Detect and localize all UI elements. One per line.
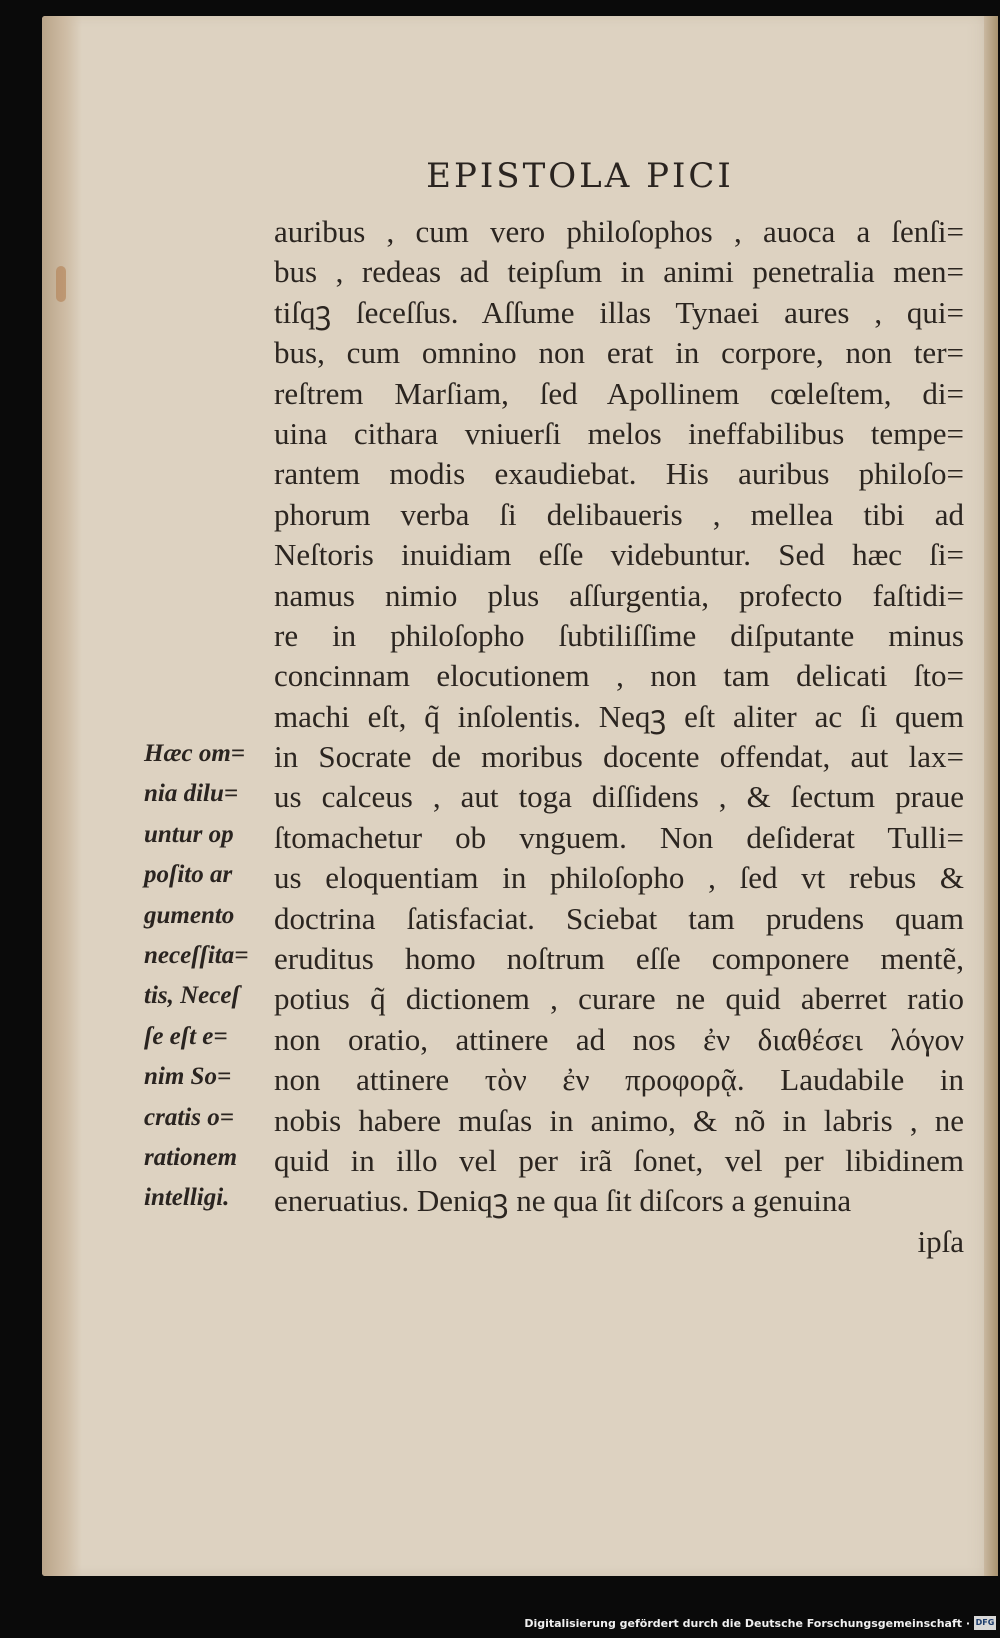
- page-edge: [984, 16, 998, 1576]
- text-line: auribus , cum vero philoſophos , auoca a ſenſi=: [274, 214, 964, 249]
- marginal-note-line: neceſſita=: [144, 941, 249, 969]
- text-line: bus , redeas ad teipſum in animi penetralia men=: [274, 254, 964, 290]
- marginal-note-line: gumento: [144, 901, 235, 929]
- catchword: ipſa: [917, 1223, 964, 1259]
- marginal-note-line: untur op: [144, 820, 234, 848]
- credit-text: Digitalisierung gefördert durch die Deutsche Forschungsgemeinschaft ·: [524, 1616, 970, 1630]
- text-line: namus nimio plus aſſurgentia, profecto faſtidi=: [274, 577, 964, 613]
- text-line: eruditus homo noſtrum eſſe componere mentẽ,: [274, 941, 964, 977]
- text-line: Neſtoris inuidiam eſſe videbuntur. Sed hæc ſi=: [274, 537, 964, 573]
- marginal-note-line: poſito ar: [144, 861, 233, 889]
- text-line: non attinere τὸν ἐν προφορᾷ. Laudabile in: [274, 1062, 964, 1098]
- text-line: in Socrate de moribus docente offendat, aut lax=: [274, 739, 964, 775]
- text-line: us calceus , aut toga diſſidens , & ſectum praue: [274, 779, 964, 815]
- book-page: [42, 16, 998, 1576]
- text-line: reſtrem Marſiam, ſed Apollinem cœleſtem, di=: [274, 375, 964, 411]
- page-gutter-shadow: [42, 16, 82, 1576]
- marginal-note-line: Hæc om=: [144, 740, 246, 767]
- page-stain: [56, 266, 66, 302]
- text-line: machi eſt, q̃ inſolentis. Neqꝫ eſt aliter ac ſi quem: [274, 698, 964, 734]
- text-line: uina cithara vniuerſi melos ineffabilibus tempe=: [274, 415, 964, 451]
- text-line: us eloquentiam in philoſopho , ſed vt rebus &: [274, 860, 964, 896]
- marginal-note-line: nim So=: [144, 1063, 232, 1091]
- text-line: potius q̃ dictionem , curare ne quid aberret ratio: [274, 981, 964, 1017]
- marginal-note: [144, 734, 272, 1219]
- running-header: [42, 156, 998, 196]
- text-line: quid in illo vel per irã ſonet, vel per libidinem: [274, 1142, 964, 1178]
- text-line: tiſqꝫ ſeceſſus. Aſſume illas Tynaei aures , qui=: [274, 294, 964, 330]
- dfg-logo-icon: DFG: [974, 1616, 996, 1630]
- marginal-note-line: intelligi.: [144, 1184, 230, 1212]
- marginal-note-line: ſe eſt e=: [144, 1022, 228, 1050]
- text-line: nobis habere muſas in animo, & nõ in labris , ne: [274, 1102, 964, 1138]
- text-line: bus, cum omnino non erat in corpore, non ter=: [274, 335, 964, 371]
- text-line: concinnam elocutionem , non tam delicati ſto=: [274, 658, 964, 694]
- running-header-title: EPISTOLA PICI: [426, 156, 734, 196]
- text-line: rantem modis exaudiebat. His auribus philoſo=: [274, 456, 964, 492]
- text-line: phorum verba ſi delibaueris , mellea tibi ad: [274, 496, 964, 532]
- marginal-note-line: tis, Neceſ: [144, 982, 240, 1010]
- marginal-note-line: cratis o=: [144, 1103, 234, 1131]
- digitization-credit: [524, 1612, 996, 1634]
- text-line: re in philoſopho ſubtiliſſime diſputante minus: [274, 617, 964, 653]
- marginal-note-line: rationem: [144, 1143, 238, 1171]
- text-line: eneruatius. Deniqꝫ ne qua ſit diſcors a genuina: [274, 1183, 852, 1219]
- main-text-block: [274, 212, 964, 1262]
- marginal-note-line: nia dilu=: [144, 780, 239, 808]
- text-line: ſtomachetur ob vnguem. Non deſiderat Tulli=: [274, 819, 964, 855]
- text-line: doctrina ſatisfaciat. Sciebat tam prudens quam: [274, 900, 964, 936]
- text-line: non oratio, attinere ad nos ἐν διαθέσει λόγον: [274, 1021, 964, 1057]
